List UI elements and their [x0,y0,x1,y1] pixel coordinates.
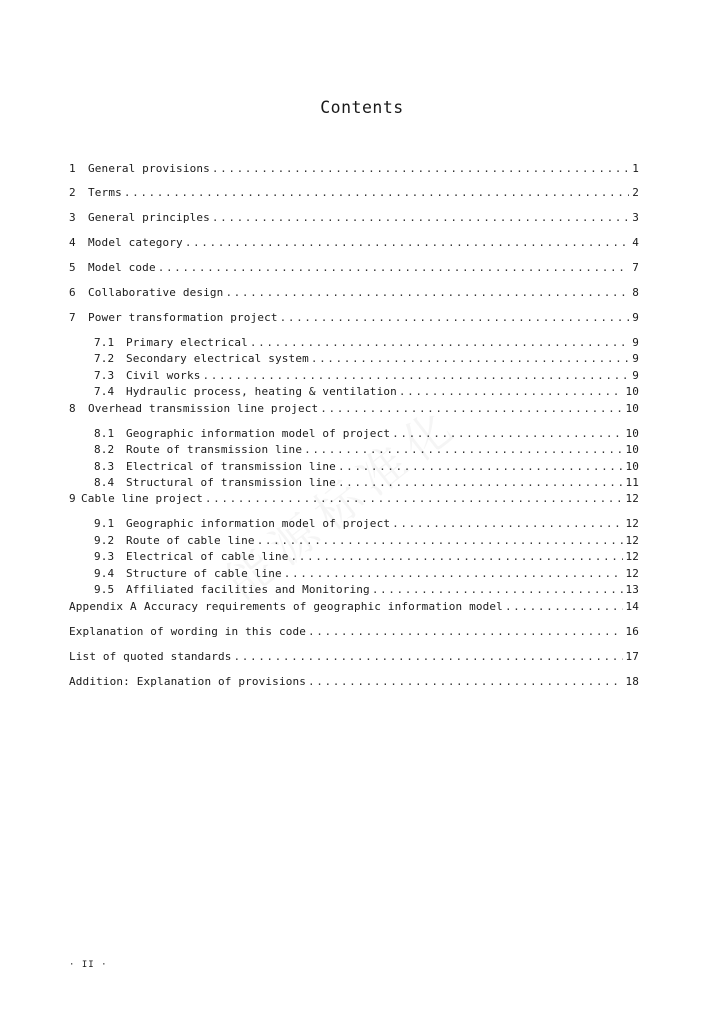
toc-entry-title: Primary electrical [126,336,248,349]
toc-entry-number: 7.2 [94,352,115,365]
toc-entry-title: Model category [88,236,183,249]
toc-entry-number: 9.5 [94,583,115,596]
toc-entry-number: 9.4 [94,567,115,580]
toc-entry-number: 8.4 [94,476,115,489]
toc-leader-dots [257,534,624,548]
toc-entry-number: 9.2 [94,534,115,547]
toc-entry-page: 10 [625,385,639,398]
toc-entry[interactable] [94,427,639,441]
toc-entry[interactable] [94,550,639,564]
toc-entry-page: 10 [625,443,639,456]
toc-leader-dots [284,567,624,581]
page-title: Contents [320,98,404,117]
toc-entry-page: 17 [625,650,639,663]
toc-entry[interactable] [69,261,639,275]
toc-entry-page: 4 [632,236,639,249]
toc-entry[interactable] [94,517,639,531]
toc-leader-dots [338,476,624,490]
toc-leader-dots [338,460,624,474]
toc-leader-dots [304,443,623,457]
toc-entry-title: Electrical of transmission line [126,460,336,473]
toc-entry-number: 5 [69,261,76,274]
toc-entry[interactable] [94,369,639,383]
toc-leader-dots [234,650,624,664]
toc-entry-title: Cable line project [81,492,203,505]
toc-entry-title: Geographic information model of project [126,427,391,440]
toc-entry-title: List of quoted standards [69,650,232,663]
toc-entry-page: 7 [632,261,639,274]
toc-entry-title: Power transformation project [88,311,278,324]
toc-entry-page: 16 [625,625,639,638]
toc-entry[interactable] [94,385,639,399]
toc-entry-title: General provisions [88,162,210,175]
toc-entry-number: 9.1 [94,517,115,530]
toc-entry-page: 12 [625,492,639,505]
toc-entry[interactable] [94,567,639,581]
toc-leader-dots [311,352,629,366]
toc-entry[interactable] [94,336,639,350]
toc-leader-dots [185,236,629,250]
toc-entry-title: Civil works [126,369,201,382]
toc-entry-number: 7.1 [94,336,115,349]
toc-leader-dots [158,261,629,275]
toc-entry-page: 12 [625,567,639,580]
toc-entry-page: 10 [625,402,639,415]
toc-entry-title: Affiliated facilities and Monitoring [126,583,370,596]
toc-entry-number: 2 [69,186,76,199]
toc-entry-number: 8 [69,402,76,415]
toc-entry-number: 4 [69,236,76,249]
toc-entry[interactable] [69,492,639,506]
toc-entry-number: Appendix A [69,600,137,613]
toc-entry-number: 6 [69,286,76,299]
toc-entry[interactable] [69,311,639,325]
toc-leader-dots [399,385,624,399]
toc-entry-title: Route of transmission line [126,443,303,456]
toc-entry[interactable] [69,600,639,614]
toc-entry-title: Collaborative design [88,286,224,299]
toc-entry-title: Structural of transmission line [126,476,336,489]
toc-entry[interactable] [69,186,639,200]
toc-leader-dots [308,625,623,639]
toc-leader-dots [308,675,623,689]
toc-entry-page: 14 [625,600,639,613]
toc-leader-dots [392,427,623,441]
toc-entry[interactable] [94,476,639,490]
toc-entry-title: Electrical of cable line [126,550,289,563]
toc-entry-page: 11 [625,476,639,489]
toc-leader-dots [212,211,629,225]
toc-entry-title: Hydraulic process, heating & ventilation [126,385,397,398]
toc-entry-number: 3 [69,211,76,224]
toc-entry[interactable] [69,402,639,416]
toc-entry-number: 9.3 [94,550,115,563]
toc-entry-title: Route of cable line [126,534,255,547]
toc-entry-page: 13 [625,583,639,596]
page-number-footer: · II · [69,960,108,970]
toc-leader-dots [392,517,623,531]
toc-entry-page: 9 [632,311,639,324]
toc-entry-page: 8 [632,286,639,299]
toc-entry-page: 9 [632,336,639,349]
toc-entry[interactable] [69,625,639,639]
toc-leader-dots [291,550,624,564]
toc-entry[interactable] [69,675,639,689]
toc-entry-title: Overhead transmission line project [88,402,319,415]
toc-entry-number: 7.3 [94,369,115,382]
toc-entry-title: Accuracy requirements of geographic information model [144,600,503,613]
toc-entry[interactable] [94,460,639,474]
toc-leader-dots [250,336,629,350]
toc-leader-dots [320,402,623,416]
toc-entry-title: Explanation of wording in this code [69,625,307,638]
toc-entry[interactable] [69,162,639,176]
toc-entry-number: 1 [69,162,76,175]
toc-entry-number: 8.1 [94,427,115,440]
toc-entry-page: 1 [632,162,639,175]
toc-leader-dots [205,492,624,506]
toc-leader-dots [225,286,629,300]
toc-entry-page: 3 [632,211,639,224]
toc-entry[interactable] [94,443,639,457]
toc-entry[interactable] [69,236,639,250]
toc-entry-number: 8.2 [94,443,115,456]
toc-entry-title: Secondary electrical system [126,352,309,365]
toc-entry[interactable] [94,352,639,366]
toc-entry-title: Geographic information model of project [126,517,391,530]
toc-entry-page: 12 [625,550,639,563]
toc-entry-page: 10 [625,460,639,473]
toc-leader-dots [203,369,630,383]
toc-leader-dots [280,311,629,325]
toc-entry-page: 2 [632,186,639,199]
toc-leader-dots [124,186,629,200]
toc-entry-page: 10 [625,427,639,440]
toc-entry-page: 9 [632,352,639,365]
toc-entry-title: Model code [88,261,156,274]
toc-entry-number: 7.4 [94,385,115,398]
toc-entry-number: 7 [69,311,76,324]
toc-entry[interactable] [69,650,639,664]
toc-entry[interactable] [94,583,639,597]
toc-leader-dots [505,600,624,614]
toc-entry-page: 12 [625,517,639,530]
toc-entry-title: General principles [88,211,210,224]
toc-leader-dots [212,162,629,176]
toc-entry-title: Structure of cable line [126,567,282,580]
toc-entry-page: 12 [625,534,639,547]
toc-entry[interactable] [69,211,639,225]
toc-entry-page: 9 [632,369,639,382]
toc-entry[interactable] [94,534,639,548]
toc-entry-title: Terms [88,186,122,199]
toc-entry-number: 8.3 [94,460,115,473]
toc-entry[interactable] [69,286,639,300]
toc-entry-title: Addition: Explanation of provisions [69,675,307,688]
toc-leader-dots [372,583,624,597]
toc-entry-page: 18 [625,675,639,688]
toc-entry-number: 9 [69,492,76,505]
